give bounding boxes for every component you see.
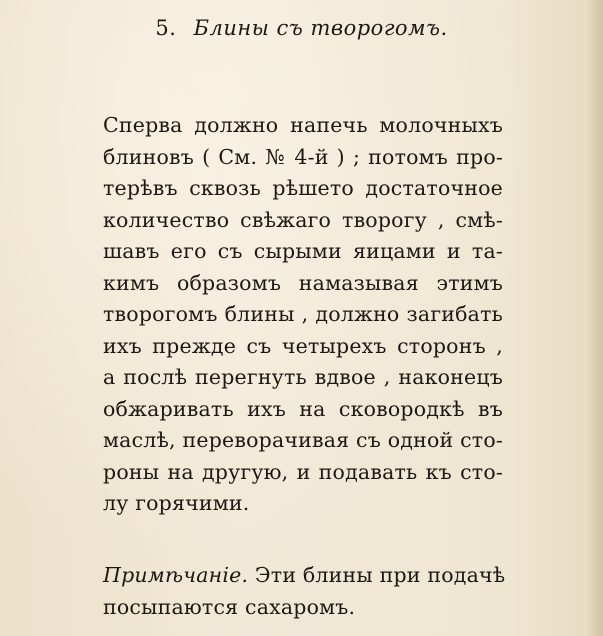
recipe-title: Блины съ творогомъ.: [193, 16, 448, 40]
text-line: творогомъ блины , должно загибать: [103, 302, 503, 326]
page-edge-shadow: [587, 0, 603, 636]
text-line: терѣвъ сквозь рѣшето достаточное: [103, 176, 503, 200]
text-line: количество свѣжаго творогу , смѣ-: [103, 207, 503, 232]
recipe-text: [103, 110, 503, 520]
text-line: Сперва должно напечь молочныхъ: [103, 113, 503, 137]
recipe-heading: [0, 16, 603, 40]
text-line: а послѣ перегнуть вдвое , наконецъ: [103, 365, 503, 389]
text-line: блиновъ ( См. № 4-й ) ; потомъ про-: [103, 144, 503, 169]
text-line: кимъ образомъ намазывая этимъ: [103, 270, 503, 295]
recipe-number: 5.: [155, 16, 177, 40]
note-line: [103, 560, 506, 592]
text-line: роны на другую, и подавать къ сто-: [103, 459, 503, 484]
note-text: Эти блины при подачѣ: [248, 563, 506, 587]
text-line: маслѣ, переворачивая съ одной сто-: [103, 428, 503, 452]
text-line: шавъ его съ сырыми яицами и та-: [103, 239, 503, 263]
text-line: обжаривать ихъ на сковородкѣ въ: [103, 396, 503, 421]
text-line: ихъ прежде съ четырехъ сторонъ ,: [103, 333, 503, 358]
note-label: Примѣчаніе.: [103, 563, 249, 587]
text-line: лу горячими.: [103, 491, 250, 515]
note-line: посыпаются сахаромъ.: [103, 594, 356, 619]
recipe-note: [103, 560, 506, 623]
